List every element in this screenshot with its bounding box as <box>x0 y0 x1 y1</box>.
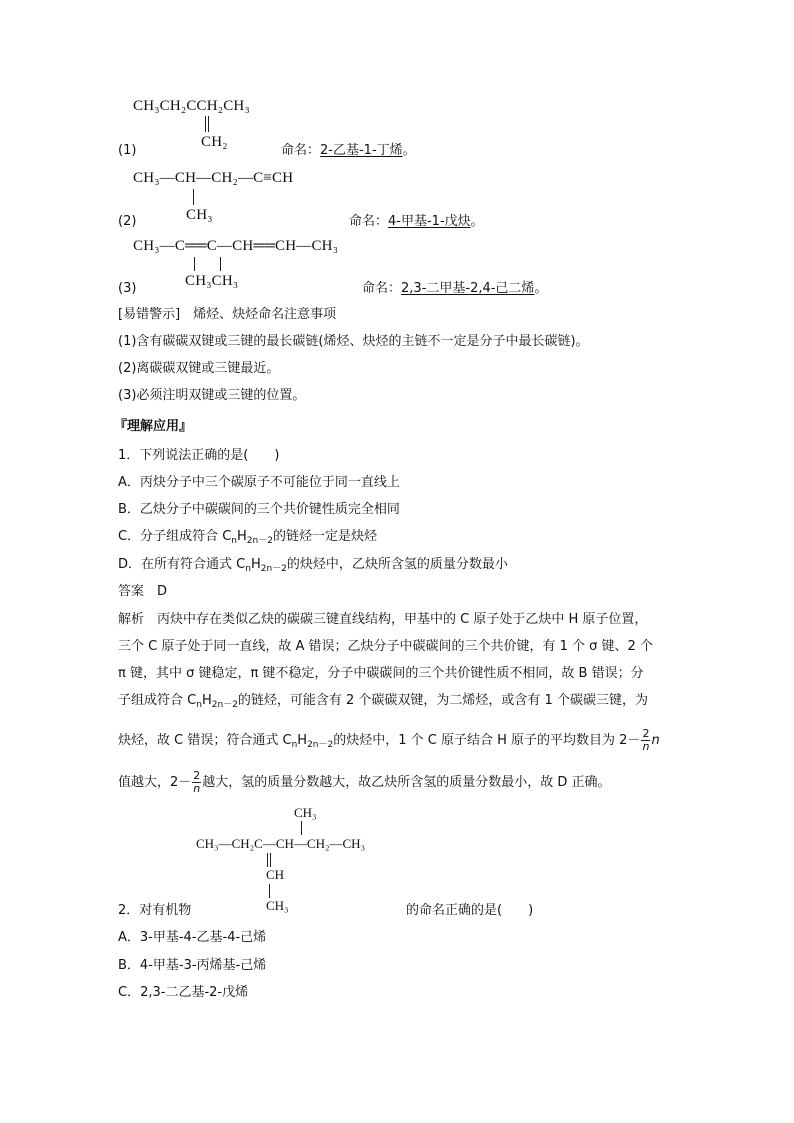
example-1-number: (1) <box>118 143 137 158</box>
q2-stem-post: 的命名正确的是( ) <box>406 903 534 918</box>
q2-option-c: C．2,3-二乙基-2-戊烯 <box>118 985 249 1000</box>
example-2-name-line <box>349 213 484 231</box>
example-2-structure-branch: CH₃ <box>186 207 213 223</box>
example-1-answer: 2-乙基-1-丁烯 <box>320 143 403 158</box>
warning-item-3: (3)必须注明双键或三键的位置。 <box>118 388 306 403</box>
q1-analysis-5b: 的炔烃中，1 个 C 原子结合 H 原子的平均数目为 2－ <box>333 733 641 748</box>
q1-analysis-6-fraction <box>192 770 201 795</box>
q1-analysis-5-n: n <box>291 740 298 750</box>
q1-analysis-line-5 <box>118 728 660 753</box>
q1-option-d <box>118 556 508 574</box>
q2-structure-mid: CH <box>266 867 285 882</box>
example-3-structure-main: CH₃—C══C—CH══CH—CH₃ <box>133 238 339 254</box>
q1-answer: 答案 D <box>118 584 168 599</box>
example-1-double-bond <box>205 116 209 132</box>
q2-bond-top <box>301 821 302 835</box>
example-3-name-label: 命名： <box>362 281 402 296</box>
warning-title: [易错警示] 烯烃、炔烃命名注意事项 <box>118 307 337 322</box>
q2-structure-main: CH₃—CH₂C—CH—CH₂—CH₃ <box>196 836 366 851</box>
example-1-structure-main: CH₃CH₂CCH₂CH₃ <box>133 98 250 114</box>
q1-option-c-post: 的链烃一定是炔烃 <box>272 529 377 544</box>
q1-analysis-line-4 <box>118 692 648 710</box>
q1-option-d-sub: 2n－2 <box>260 564 287 574</box>
example-3-answer: 2,3-二甲基-2,4-己二烯 <box>401 281 535 296</box>
q2-double-bond <box>267 853 271 867</box>
example-1-end: 。 <box>402 143 416 158</box>
example-2-answer: 4-甲基-1-戊炔 <box>388 214 471 229</box>
q2-bond-bottom <box>269 884 270 898</box>
example-1-name-label: 命名： <box>281 143 321 158</box>
q1-analysis-line-6 <box>118 770 611 795</box>
fraction-denominator: n <box>642 740 650 753</box>
example-2-name-label: 命名： <box>349 214 389 229</box>
q1-option-a: A．丙炔分子中三个碳原子不可能位于同一直线上 <box>118 475 400 490</box>
q1-analysis-4-n: n <box>196 700 202 710</box>
q1-option-d-pre: D．在所有符合通式 C <box>118 557 246 572</box>
q1-option-c <box>118 528 377 546</box>
q1-analysis-5-h: H <box>297 733 308 748</box>
fraction-numerator: 2 <box>193 769 201 782</box>
example-2-structure-main: CH₃—CH—CH₂—C≡CH <box>133 170 294 186</box>
q1-analysis-4-sub: 2n－2 <box>211 700 238 710</box>
q1-analysis-line-1: 解析 丙炔中存在类似乙炔的碳碳三键直线结构，甲基中的 C 原子处于乙炔中 H 原子位置， <box>118 612 648 627</box>
q2-structure-bottom: CH₃ <box>266 898 289 913</box>
q1-option-c-pre: C．分子组成符合 C <box>118 529 232 544</box>
example-3-structure-branch: CH₃CH₃ <box>185 273 239 289</box>
fraction-denominator: n <box>193 782 201 795</box>
example-1-structure-branch: CH₂ <box>201 134 228 150</box>
q1-analysis-5a: 炔烃，故 C 错误；符合通式 C <box>118 733 292 748</box>
example-2-end: 。 <box>470 214 484 229</box>
example-3-bond-left <box>194 257 195 271</box>
q1-analysis-line-3: π 键，其中 σ 键稳定，π 键不稳定，分子中碳碳间的三个共价键性质不相同，故 B 错误；分 <box>118 666 644 681</box>
warning-item-1: (1)含有碳碳双键或三键的最长碳链(烯烃、炔烃的主链不一定是分子中最长碳链)。 <box>118 334 589 349</box>
example-3-name-line <box>362 280 547 298</box>
q1-option-d-h: H <box>250 557 261 572</box>
q1-option-d-post: 的炔烃中，乙炔所含氢的质量分数最小 <box>286 557 508 572</box>
example-2-number: (2) <box>118 214 137 229</box>
example-3-end: 。 <box>534 281 548 296</box>
q1-analysis-6a: 值越大，2－ <box>118 775 192 790</box>
q1-option-c-n: n <box>231 536 238 546</box>
warning-item-2: (2)离碳碳双键或三键最近。 <box>118 361 280 376</box>
q1-analysis-5-sub: 2n－2 <box>307 740 334 750</box>
q1-option-d-n: n <box>245 564 251 574</box>
q2-option-a: A．3-甲基-4-乙基-4-己烯 <box>118 930 267 945</box>
q1-analysis-4-h: H <box>201 693 212 708</box>
q1-analysis-6b: 越大，氢的质量分数越大，故乙炔所含氢的质量分数最小，故 D 正确。 <box>202 775 611 790</box>
q1-analysis-5-var: n <box>651 733 660 748</box>
section-title: 『理解应用』 <box>114 419 193 434</box>
q1-option-c-sub: 2n－2 <box>246 536 273 546</box>
q2-structure-top: CH₃ <box>294 805 317 820</box>
fraction-numerator: 2 <box>642 727 650 740</box>
example-1-name-line <box>281 142 416 160</box>
example-3-bond-right <box>220 257 221 271</box>
example-3-number: (3) <box>118 281 137 296</box>
q1-analysis-4a: 子组成符合 C <box>118 693 197 708</box>
q1-analysis-4b: 的链烃，可能含有 2 个碳碳双键，为二烯烃，或含有 1 个碳碳三键，为 <box>237 693 648 708</box>
q2-option-b: B．4-甲基-3-丙烯基-己烯 <box>118 958 267 973</box>
example-2-single-bond <box>193 189 194 205</box>
q2-stem-pre: 2．对有机物 <box>118 903 192 918</box>
q1-stem: 1．下列说法正确的是( ) <box>118 448 280 463</box>
q1-analysis-line-2: 三个 C 原子处于同一直线，故 A 错误；乙炔分子中碳碳间的三个共价键，有 1 个 σ 键、2 个 <box>118 639 653 654</box>
q1-option-c-h: H <box>237 529 247 544</box>
q1-analysis-5-fraction <box>641 728 650 753</box>
q1-option-b: B．乙炔分子中碳碳间的三个共价键性质完全相同 <box>118 502 400 517</box>
